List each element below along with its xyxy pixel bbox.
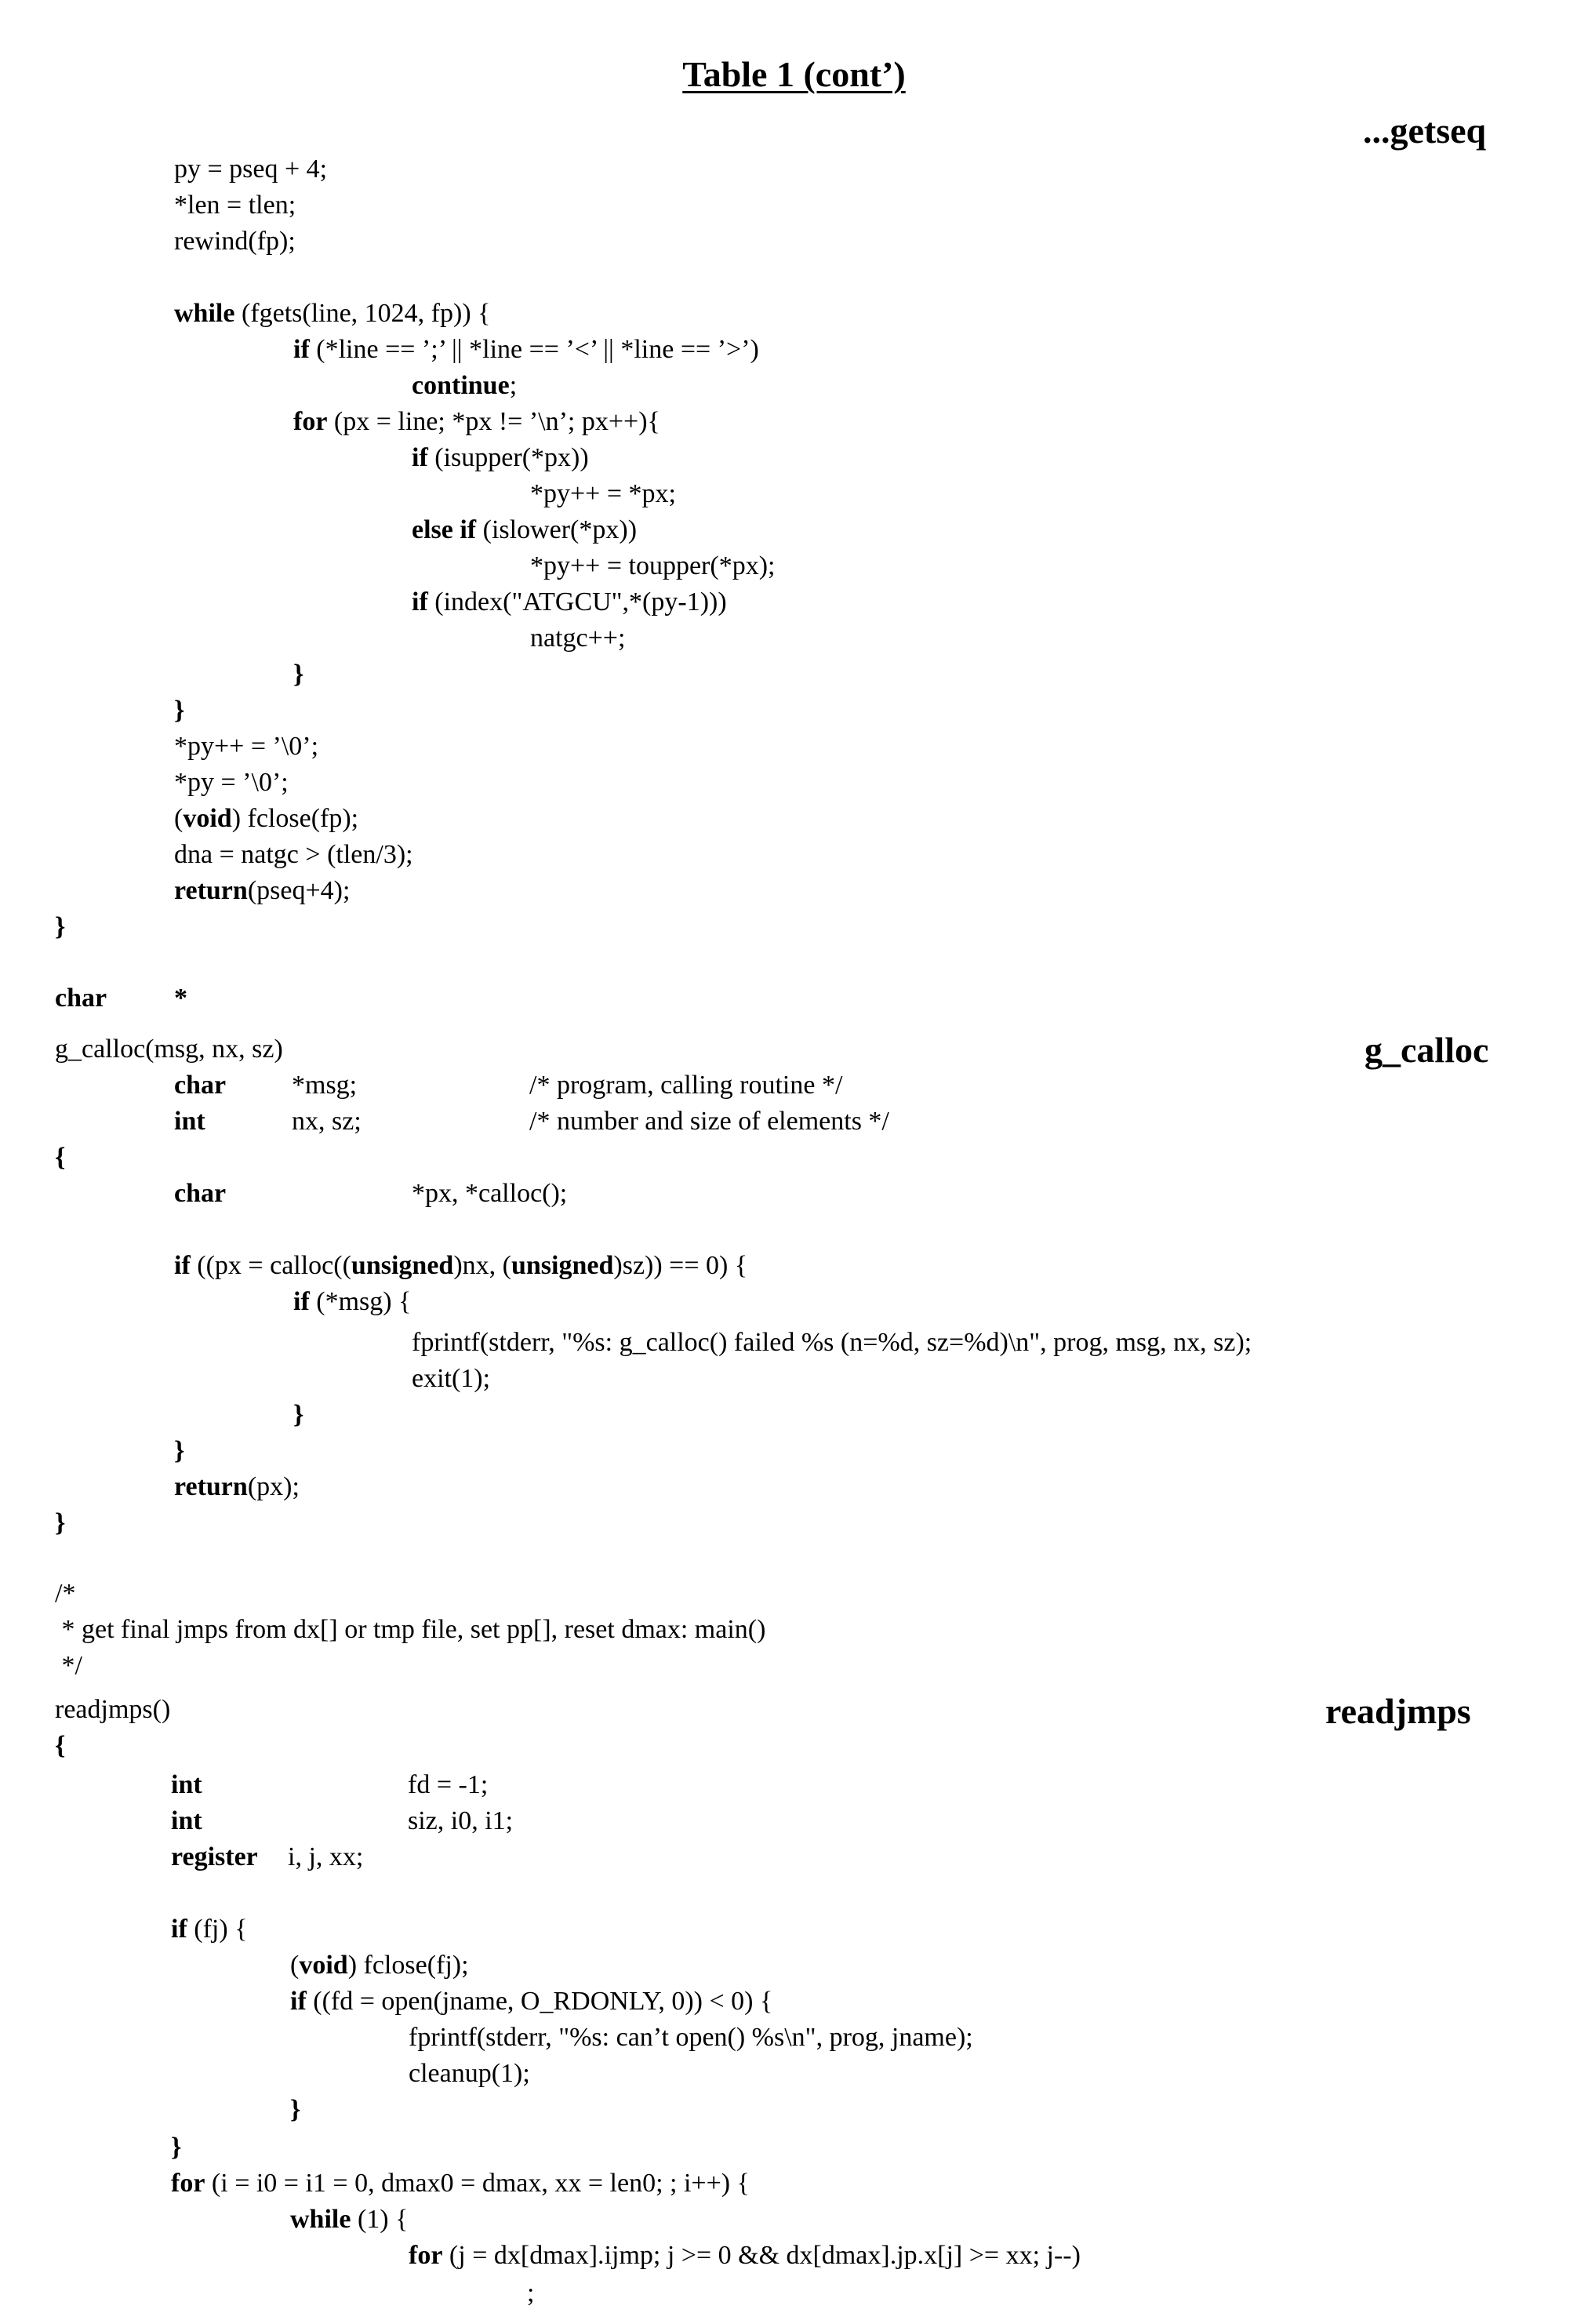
code-keyword: } xyxy=(174,1436,185,1465)
code-keyword: } xyxy=(293,660,304,689)
code-text: *py++ = *px; xyxy=(530,479,676,508)
code-text: (isupper(*px)) xyxy=(427,443,589,472)
comment-line: */ xyxy=(55,1651,82,1680)
code-line xyxy=(174,298,490,329)
code-text: *py++ = ’\0’; xyxy=(174,732,319,761)
code-keyword: void xyxy=(183,804,232,833)
comment-line: /* xyxy=(55,1579,76,1608)
code-text: (islower(*px)) xyxy=(476,515,638,544)
readjmps-decl-type: register xyxy=(171,1842,258,1871)
code-line xyxy=(530,478,676,510)
code-line xyxy=(174,1435,184,1467)
code-keyword: for xyxy=(293,407,328,436)
code-line xyxy=(409,2240,1081,2271)
code-text: )nx, ( xyxy=(453,1251,511,1280)
code-line xyxy=(174,154,327,185)
code-text: fprintf(stderr, "%s: g_calloc() failed %s (n=%d, sz=%d)\n", prog, msg, nx, sz); xyxy=(412,1328,1252,1357)
code-line xyxy=(293,1399,303,1431)
code-keyword: while xyxy=(174,299,235,328)
code-text: natgc++; xyxy=(530,624,626,653)
readjmps-signature: readjmps() xyxy=(55,1695,171,1724)
code-line xyxy=(527,2278,534,2309)
function-label-g-calloc: g_calloc xyxy=(1365,1030,1489,1070)
code-text: (j = dx[dmax].ijmp; j >= 0 && dx[dmax].jp.x[j] >= xx; j--) xyxy=(442,2241,1081,2270)
g-calloc-signature: g_calloc(msg, nx, sz) xyxy=(55,1035,283,1064)
code-line xyxy=(409,2058,530,2089)
code-keyword: if xyxy=(412,587,428,616)
code-line xyxy=(530,623,625,654)
code-line xyxy=(412,1327,1252,1358)
code-text: (pseq+4); xyxy=(247,876,351,905)
code-keyword: else if xyxy=(412,515,477,544)
g-calloc-param-comment: /* program, calling routine */ xyxy=(529,1071,843,1100)
code-line xyxy=(174,190,296,221)
code-text: *py++ = toupper(*px); xyxy=(530,551,776,580)
code-text: dna = natgc > (tlen/3); xyxy=(174,840,413,869)
code-keyword: return xyxy=(174,876,248,905)
code-line xyxy=(174,803,358,835)
code-line xyxy=(55,911,65,943)
code-keyword: } xyxy=(55,1508,66,1537)
code-line xyxy=(174,1471,300,1503)
code-keyword: } xyxy=(290,2095,301,2124)
code-text: (1) { xyxy=(351,2205,409,2234)
g-calloc-param-type: char xyxy=(174,1071,227,1100)
code-text: ; xyxy=(527,2279,535,2308)
code-text: ) fclose(fj); xyxy=(347,1951,469,1980)
g-calloc-return-pointer: * xyxy=(174,984,187,1013)
code-text: cleanup(1); xyxy=(409,2059,530,2088)
g-calloc-param-type: int xyxy=(174,1107,205,1136)
code-keyword: } xyxy=(171,2133,182,2162)
code-line xyxy=(171,2132,181,2163)
g-calloc-param-name: nx, sz; xyxy=(292,1107,362,1136)
code-text: *py = ’\0’; xyxy=(174,768,289,797)
g-calloc-param-comment: /* number and size of elements */ xyxy=(529,1107,889,1136)
code-text: ( xyxy=(174,804,184,833)
code-text: ((fd = open(jname, O_RDONLY, 0)) < 0) { xyxy=(306,1987,773,2016)
code-text: py = pseq + 4; xyxy=(174,155,328,184)
page-title xyxy=(0,53,1588,95)
code-line xyxy=(290,2204,408,2235)
code-line xyxy=(412,1363,490,1395)
code-text: (px); xyxy=(247,1472,300,1501)
code-text: ((px = calloc(( xyxy=(190,1251,351,1280)
code-text: exit(1); xyxy=(412,1364,491,1393)
readjmps-decl-name: fd = -1; xyxy=(408,1770,489,1799)
code-keyword: if xyxy=(412,443,428,472)
code-text: rewind(fp); xyxy=(174,227,296,256)
code-line xyxy=(412,587,727,618)
code-text: fprintf(stderr, "%s: can’t open() %s\n", prog, jname); xyxy=(409,2023,973,2052)
code-keyword: unsigned xyxy=(351,1251,454,1280)
code-line xyxy=(412,442,589,474)
code-keyword: } xyxy=(293,1400,304,1429)
code-text: (*msg) { xyxy=(309,1287,412,1316)
readjmps-decl-type: int xyxy=(171,1770,202,1799)
code-keyword: while xyxy=(290,2205,351,2234)
code-keyword: void xyxy=(299,1951,348,1980)
code-text: (i = i0 = i1 = 0, dmax0 = dmax, xx = len0; ; i++) { xyxy=(205,2169,750,2198)
code-line xyxy=(55,1508,65,1539)
code-line xyxy=(174,839,413,871)
code-keyword: return xyxy=(174,1472,248,1501)
code-keyword: for xyxy=(409,2241,443,2270)
comment-line: * get final jmps from dx[] or tmp file, set pp[], reset dmax: main() xyxy=(55,1615,766,1644)
function-label-readjmps: readjmps xyxy=(1325,1691,1471,1731)
code-keyword: unsigned xyxy=(511,1251,614,1280)
code-line xyxy=(293,1286,411,1318)
code-text: ) fclose(fp); xyxy=(231,804,359,833)
code-line xyxy=(174,767,289,798)
code-keyword: } xyxy=(55,912,66,941)
code-line xyxy=(290,2094,300,2126)
code-line xyxy=(171,1914,248,1945)
g-calloc-local-decl: *px, *calloc(); xyxy=(412,1179,568,1208)
readjmps-decl-type: int xyxy=(171,1806,202,1835)
code-keyword: for xyxy=(171,2169,205,2198)
code-keyword: if xyxy=(293,335,310,364)
code-line xyxy=(290,1950,469,1981)
code-line xyxy=(412,370,517,402)
code-keyword: } xyxy=(174,696,185,725)
readjmps-decl-name: i, j, xx; xyxy=(288,1842,364,1871)
g-calloc-param-name: *msg; xyxy=(292,1071,358,1100)
code-keyword: if xyxy=(174,1251,191,1280)
code-line xyxy=(412,515,637,546)
g-calloc-local-type: char xyxy=(174,1179,227,1208)
code-line xyxy=(409,2022,973,2053)
code-line xyxy=(174,1250,747,1282)
g-calloc-return-type: char xyxy=(55,984,107,1013)
code-line xyxy=(174,226,296,257)
code-text: (fgets(line, 1024, fp)) { xyxy=(234,299,491,328)
function-label-getseq: ...getseq xyxy=(1363,111,1487,151)
code-text: (px = line; *px != ’\n’; px++){ xyxy=(327,407,660,436)
code-text: ( xyxy=(290,1951,300,1980)
readjmps-open-brace: { xyxy=(55,1731,66,1760)
page-title-text: Table 1 (cont’) xyxy=(682,54,906,94)
code-line xyxy=(530,551,775,582)
code-keyword: if xyxy=(293,1287,310,1316)
code-text: (fj) { xyxy=(187,1915,248,1944)
code-line xyxy=(174,875,350,907)
code-line xyxy=(293,406,660,438)
code-line xyxy=(293,659,303,690)
code-line xyxy=(174,731,318,762)
code-line xyxy=(171,2168,750,2199)
code-keyword: if xyxy=(290,1987,307,2016)
code-text: (index("ATGCU",*(py-1))) xyxy=(427,587,727,616)
code-keyword: if xyxy=(171,1915,187,1944)
code-text: )sz)) == 0) { xyxy=(613,1251,748,1280)
code-line xyxy=(174,695,184,726)
code-text: ; xyxy=(509,371,518,400)
code-text: *len = tlen; xyxy=(174,191,296,220)
code-text: (*line == ’;’ || *line == ’<’ || *line == ’>’) xyxy=(309,335,759,364)
g-calloc-open-brace: { xyxy=(55,1143,66,1172)
code-keyword: continue xyxy=(412,371,510,400)
code-line xyxy=(293,334,759,366)
readjmps-decl-name: siz, i0, i1; xyxy=(408,1806,514,1835)
code-line xyxy=(290,1986,772,2017)
